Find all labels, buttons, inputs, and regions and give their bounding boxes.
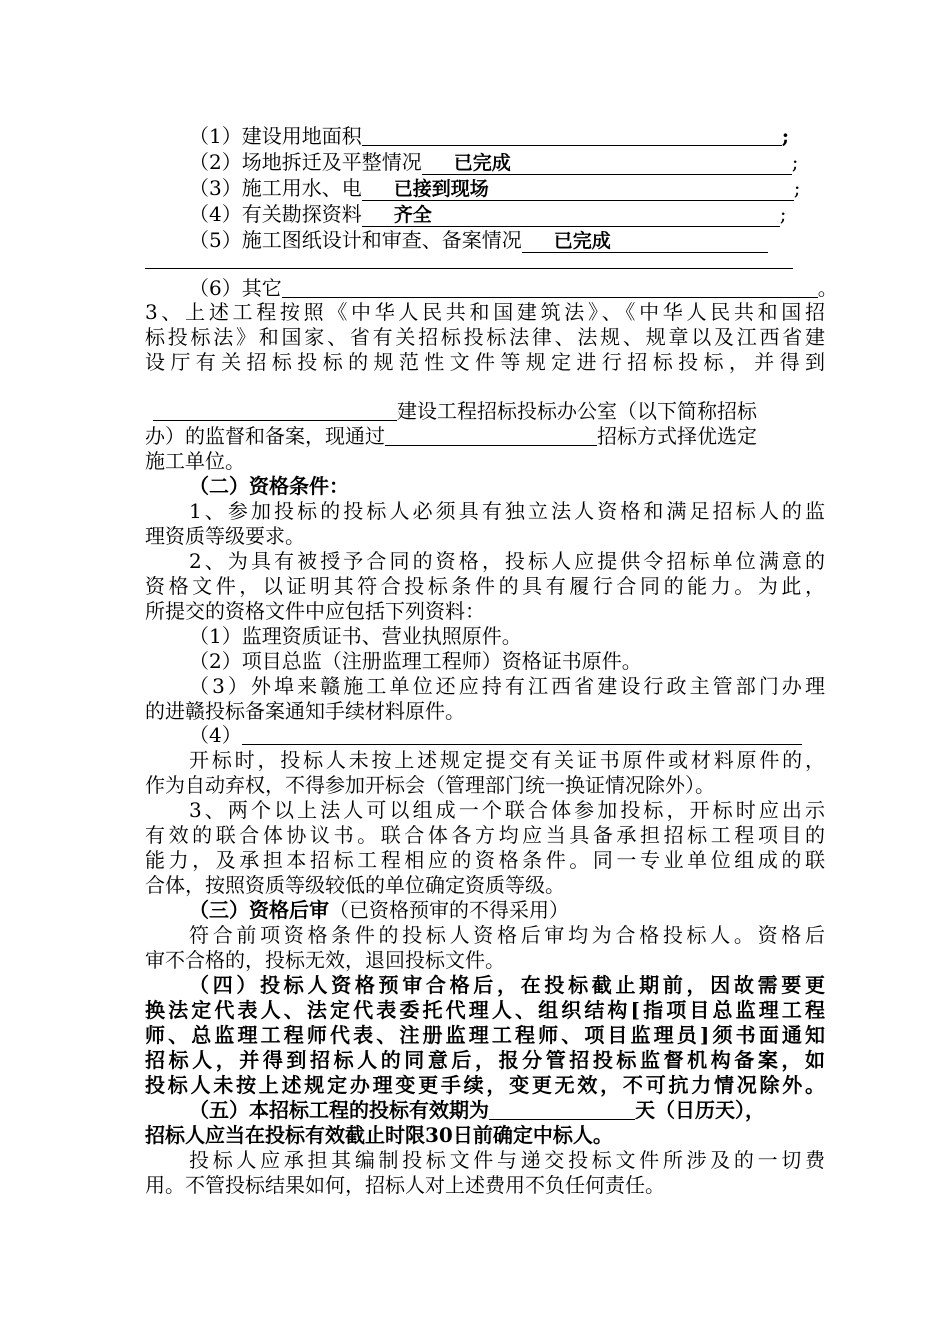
qual-doc-3-line-2: 的进赣投标备案通知手续材料原件。 — [145, 699, 465, 723]
post-review-line-2: 审不合格的，投标无效，退回投标文件。 — [145, 948, 505, 972]
site-item-5: （5）施工图纸设计和审查、备案情况 已完成 — [145, 227, 825, 253]
blank-bid-office[interactable] — [153, 400, 397, 421]
qual-doc-3-line-1: （3）外埠来赣施工单位还应持有江西省建设行政主管部门办理 — [189, 674, 825, 698]
section4-line-4: 招标人，并得到招标人的同意后，报分管招投标监督机构备案，如 — [145, 1048, 825, 1072]
site-item-6: （6）其它 。 — [189, 276, 838, 300]
post-review-heading: （三）资格后审（已资格预审的不得采用） — [189, 898, 569, 922]
blank-other[interactable] — [282, 277, 818, 298]
qual-p3-line-4: 合体，按照资质等级较低的单位确定资质等级。 — [145, 873, 565, 897]
qual-doc-1: （1）监理资质证书、营业执照原件。 — [189, 624, 522, 648]
qual-doc-2: （2）项目总监（注册监理工程师）资格证书原件。 — [189, 649, 642, 673]
qual-p2-line-3: 所提交的资格文件中应包括下列资料： — [145, 599, 485, 623]
qual-p2-line-1: 2、为具有被授予合同的资格，投标人应提供令招标单位满意的 — [189, 549, 825, 573]
para3-line-6: 施工单位。 — [145, 449, 245, 473]
section4-line-5: 投标人未按上述规定办理变更手续，变更无效，不可抗力情况除外。 — [145, 1073, 825, 1097]
costs-line-1: 投标人应承担其编制投标文件与递交投标文件所涉及的一切费 — [189, 1148, 825, 1172]
para3-line-5: 办）的监督和备案，现通过 招标方式择优选定 — [145, 424, 757, 448]
qual-p1-line-2: 理资质等级要求。 — [145, 524, 305, 548]
section4-line-3: 师、总监理工程师代表、注册监理工程师、项目监理员]须书面通知 — [145, 1023, 825, 1047]
fill-demolition[interactable]: 已完成 — [422, 151, 792, 175]
post-review-line-1: 符合前项资格条件的投标人资格后审均为合格投标人。资格后 — [189, 923, 825, 947]
qual-p3-line-3: 能力，及承担本招标工程相应的资格条件。同一专业单位组成的联 — [145, 848, 825, 872]
qual-p1-line-1: 1、参加投标的投标人必须具有独立法人资格和满足招标人的监 — [189, 499, 825, 523]
para3-line-1: 3、上述工程按照《中华人民共和国建筑法》、《中华人民共和国招 — [145, 300, 825, 324]
costs-line-2: 用。不管投标结果如何，招标人对上述费用不负任何责任。 — [145, 1173, 665, 1197]
qualification-heading: （二）资格条件： — [189, 474, 349, 498]
para3-line-3: 设厅有关招标投标的规范性文件等规定进行招标投标，并得到 — [145, 350, 825, 374]
qual-note-line-2: 作为自动弃权，不得参加开标会（管理部门统一换证情况除外）。 — [145, 773, 715, 797]
site-item-4: （4）有关勘探资料 齐全 ; — [189, 202, 787, 226]
blank-validity-days[interactable] — [489, 1099, 635, 1120]
fill-drawings[interactable]: 已完成 — [522, 229, 768, 253]
section5-line-2: 招标人应当在投标有效截止时限30日前确定中标人。 — [145, 1123, 613, 1147]
section4-line-1: （四）投标人资格预审合格后，在投标截止期前，因故需要更 — [189, 973, 825, 997]
fill-survey[interactable]: 齐全 — [362, 203, 780, 227]
qual-p3-line-1: 3、两个以上法人可以组成一个联合体参加投标，开标时应出示 — [189, 798, 825, 822]
qual-p2-line-2: 资格文件，以证明其符合投标条件的具有履行合同的能力。为此， — [145, 574, 825, 598]
section5-line-1: （五）本招标工程的投标有效期为 天（日历天）， — [189, 1098, 765, 1122]
para3-line-2: 标投标法》和国家、省有关招标投标法律、法规、规章以及江西省建 — [145, 325, 825, 349]
blank-bid-method[interactable] — [385, 425, 597, 446]
site-item-1: （1）建设用地面积 ; — [189, 124, 790, 148]
fill-utilities[interactable]: 已接到现场 — [362, 177, 794, 201]
site-item-3: （3）施工用水、电 已接到现场 ; — [189, 176, 801, 200]
para3-line-4: 建设工程招标投标办公室（以下简称招标 — [145, 398, 825, 424]
qual-p3-line-2: 有效的联合体协议书。联合体各方均应当具备承担招标工程项目的 — [145, 823, 825, 847]
blank-land-area[interactable] — [362, 125, 782, 146]
qual-note-line-1: 开标时，投标人未按上述规定提交有关证书原件或材料原件的， — [189, 748, 825, 772]
qual-doc-4: （4） — [145, 722, 825, 748]
site-item-2: （2）场地拆迁及平整情况 已完成 ; — [189, 150, 799, 174]
blank-continuation-line[interactable] — [145, 268, 793, 269]
section4-line-2: 换法定代表人、法定代表委托代理人、组织结构[指项目总监理工程 — [145, 998, 825, 1022]
blank-doc-4[interactable] — [242, 724, 802, 745]
